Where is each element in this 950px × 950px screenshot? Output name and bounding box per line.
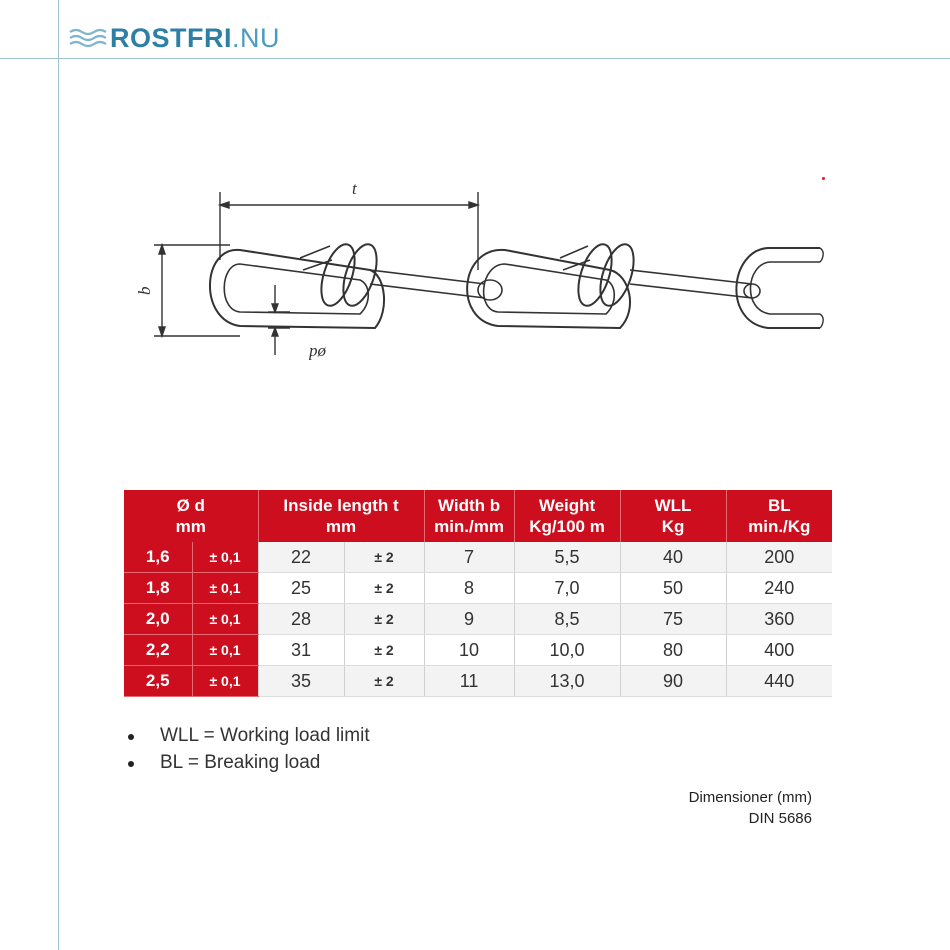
cell-weight: 13,0 [514, 666, 620, 697]
cell-wll: 50 [620, 573, 726, 604]
label-t: t [352, 179, 357, 198]
footer-dimensions: Dimensioner (mm) [688, 789, 812, 806]
table-row [124, 635, 832, 666]
brand-name: ROSTFRI.NU [110, 22, 280, 53]
red-marker [822, 177, 825, 180]
cell-width: 10 [424, 635, 514, 666]
table-header-row [124, 490, 832, 542]
table-row [124, 666, 832, 697]
cell-bl: 360 [726, 604, 832, 635]
cell-wll: 80 [620, 635, 726, 666]
note-bl: BL = Breaking load [124, 749, 370, 776]
note-wll: WLL = Working load limit [124, 722, 370, 749]
footer-standard: DIN 5686 [748, 810, 812, 827]
cell-diameter: 1,8 [124, 573, 192, 604]
standard-footer [689, 787, 812, 829]
label-b: b [135, 286, 154, 295]
header-weight: Weight Kg/100 m [514, 490, 620, 542]
cell-bl: 200 [726, 542, 832, 573]
cell-width: 9 [424, 604, 514, 635]
cell-diameter-tolerance: ± 0,1 [192, 604, 258, 635]
cell-diameter: 2,2 [124, 635, 192, 666]
cell-diameter: 2,5 [124, 666, 192, 697]
cell-diameter-tolerance: ± 0,1 [192, 542, 258, 573]
cell-length-tolerance: ± 2 [344, 604, 424, 635]
header-diameter: Ø d mm [124, 490, 258, 542]
cell-length: 35 [258, 666, 344, 697]
table-row [124, 604, 832, 635]
cell-length-tolerance: ± 2 [344, 542, 424, 573]
header-width: Width b min./mm [424, 490, 514, 542]
chain-diagram [135, 160, 840, 370]
top-frame-line [0, 58, 950, 59]
abbreviation-notes [124, 722, 370, 776]
cell-wll: 40 [620, 542, 726, 573]
cell-weight: 5,5 [514, 542, 620, 573]
cell-weight: 7,0 [514, 573, 620, 604]
table-row [124, 573, 832, 604]
cell-length: 28 [258, 604, 344, 635]
cell-weight: 8,5 [514, 604, 620, 635]
table-row [124, 542, 832, 573]
cell-diameter-tolerance: ± 0,1 [192, 666, 258, 697]
brand-logo[interactable] [68, 22, 280, 54]
cell-width: 8 [424, 573, 514, 604]
cell-wll: 75 [620, 604, 726, 635]
cell-diameter-tolerance: ± 0,1 [192, 573, 258, 604]
header-bl: BL min./Kg [726, 490, 832, 542]
cell-length-tolerance: ± 2 [344, 635, 424, 666]
waves-icon [68, 26, 108, 50]
cell-bl: 240 [726, 573, 832, 604]
cell-length-tolerance: ± 2 [344, 573, 424, 604]
cell-width: 7 [424, 542, 514, 573]
cell-length: 25 [258, 573, 344, 604]
label-d: ød [309, 344, 326, 363]
cell-diameter: 2,0 [124, 604, 192, 635]
cell-diameter: 1,6 [124, 542, 192, 573]
cell-bl: 400 [726, 635, 832, 666]
specification-table [124, 490, 832, 697]
cell-weight: 10,0 [514, 635, 620, 666]
cell-length: 31 [258, 635, 344, 666]
header-inside-length: Inside length t mm [258, 490, 424, 542]
cell-length: 22 [258, 542, 344, 573]
cell-diameter-tolerance: ± 0,1 [192, 635, 258, 666]
cell-length-tolerance: ± 2 [344, 666, 424, 697]
cell-width: 11 [424, 666, 514, 697]
header-wll: WLL Kg [620, 490, 726, 542]
cell-bl: 440 [726, 666, 832, 697]
left-frame-line [58, 0, 59, 950]
cell-wll: 90 [620, 666, 726, 697]
